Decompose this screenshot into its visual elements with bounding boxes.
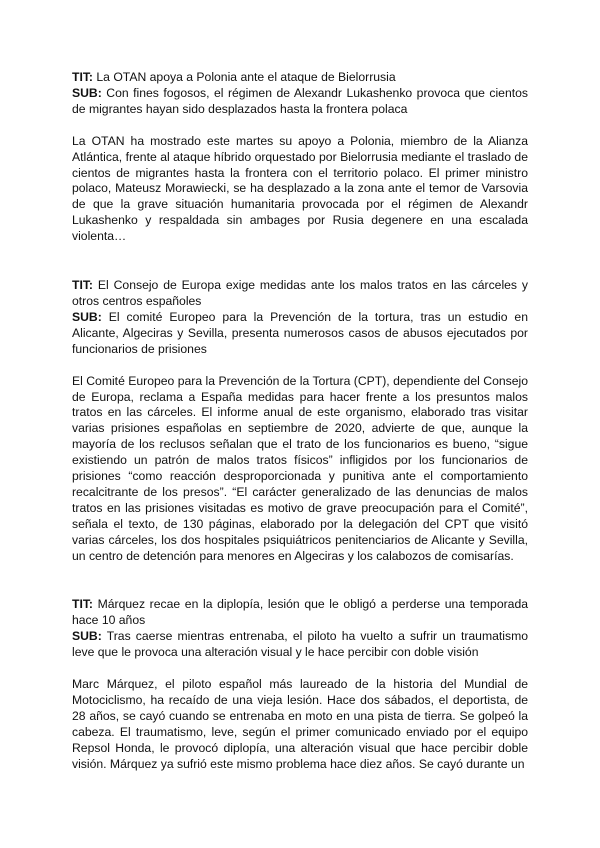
article-2-body: El Comité Europeo para la Prevención de la Tortura (CPT), dependiente del Consejo de Europa, reclama a España medidas para hacer frente a los presuntos malos tratos en las cárceles. El informe anual de este organismo, elaborado tras visitar varias prisiones españolas en septiembre de 2020, advierte de que, aunque la mayoría de los reclusos señalan que el trato de los funcionarios es bueno, “sigue existiendo un patrón de malos tratos físicos” infligidos por los funcionarios de prisiones “como reacción desproporcionada y punitiva ante el comportamiento recalcitrante de los presos”. “El carácter generalizado de las denuncias de malos tratos en las prisiones visitadas es motivo de grave preocupación para el Comité”, señala el texto, de 130 páginas, elaborado por la delegación del CPT que visitó varias cárceles, los dos hospitales psiquiátricos penitenciarios de Alicante y Sevilla, un centro de detención para menores en Algeciras y los calabozos de comisarías.: [72, 373, 528, 563]
article-1: [72, 70, 528, 245]
title-text: El Consejo de Europa exige medidas ante los malos tratos en las cárceles y otros centros españoles: [72, 278, 529, 308]
article-3-title: [72, 597, 528, 629]
article-2-subtitle: [72, 310, 528, 358]
article-1-subtitle: [72, 86, 528, 118]
tit-label: TIT:: [72, 597, 93, 612]
sub-label: SUB:: [72, 309, 102, 324]
article-3-subtitle: [72, 629, 528, 661]
article-3: [72, 597, 528, 772]
subtitle-text: Tras caerse mientras entrenaba, el piloto ha vuelto a sufrir un traumatismo leve que le provoca una alteración visual y le hace percibir con doble visión: [72, 629, 528, 660]
tit-label: TIT:: [72, 70, 93, 84]
sub-label: SUB:: [72, 629, 102, 644]
sub-label: SUB:: [72, 85, 102, 100]
title-text: Márquez recae en la diplopía, lesión que le obligó a perderse una temporada hace 10 años: [72, 597, 528, 628]
article-2-title: [72, 278, 528, 310]
title-text: La OTAN apoya a Polonia ante el ataque de Bielorrusia: [96, 70, 396, 84]
subtitle-text: Con fines fogosos, el régimen de Alexandr Lukashenko provoca que cientos de migrantes hayan sido desplazados hasta la frontera polaca: [72, 85, 528, 116]
document-page: [72, 70, 528, 773]
article-1-title: [72, 70, 528, 86]
tit-label: TIT:: [72, 278, 93, 293]
article-2: [72, 278, 528, 564]
article-3-body: Marc Márquez, el piloto español más laureado de la historia del Mundial de Motociclismo, ha recaído de una vieja lesión. Hace dos sábados, el deportista, de 28 años, se cayó cuando se entrenaba en moto en una pista de tierra. Se golpeó la cabeza. El traumatismo, leve, según el primer comunicado enviado por el equipo Repsol Honda, le provocó diplopía, una alteración visual que hace percibir doble visión. Márquez ya sufrió este mismo problema hace diez años. Se cayó durante un: [72, 677, 528, 771]
subtitle-text: El comité Europeo para la Prevención de la tortura, tras un estudio en Alicante, Algeciras y Sevilla, presenta numerosos casos de abusos ejecutados por funcionarios de prisiones: [72, 309, 528, 356]
article-1-body: La OTAN ha mostrado este martes su apoyo a Polonia, miembro de la Alianza Atlántica, frente al ataque híbrido orquestado por Bielorrusia mediante el traslado de cientos de migrantes hasta la frontera con el territorio polaco. El primer ministro polaco, Mateusz Morawiecki, se ha desplazado a la zona ante el temor de Varsovia de que la grave situación humanitaria provocada por el régimen de Alexandr Lukashenko y respaldada sin ambages por Rusia degenere en una escalada violenta…: [72, 133, 528, 244]
